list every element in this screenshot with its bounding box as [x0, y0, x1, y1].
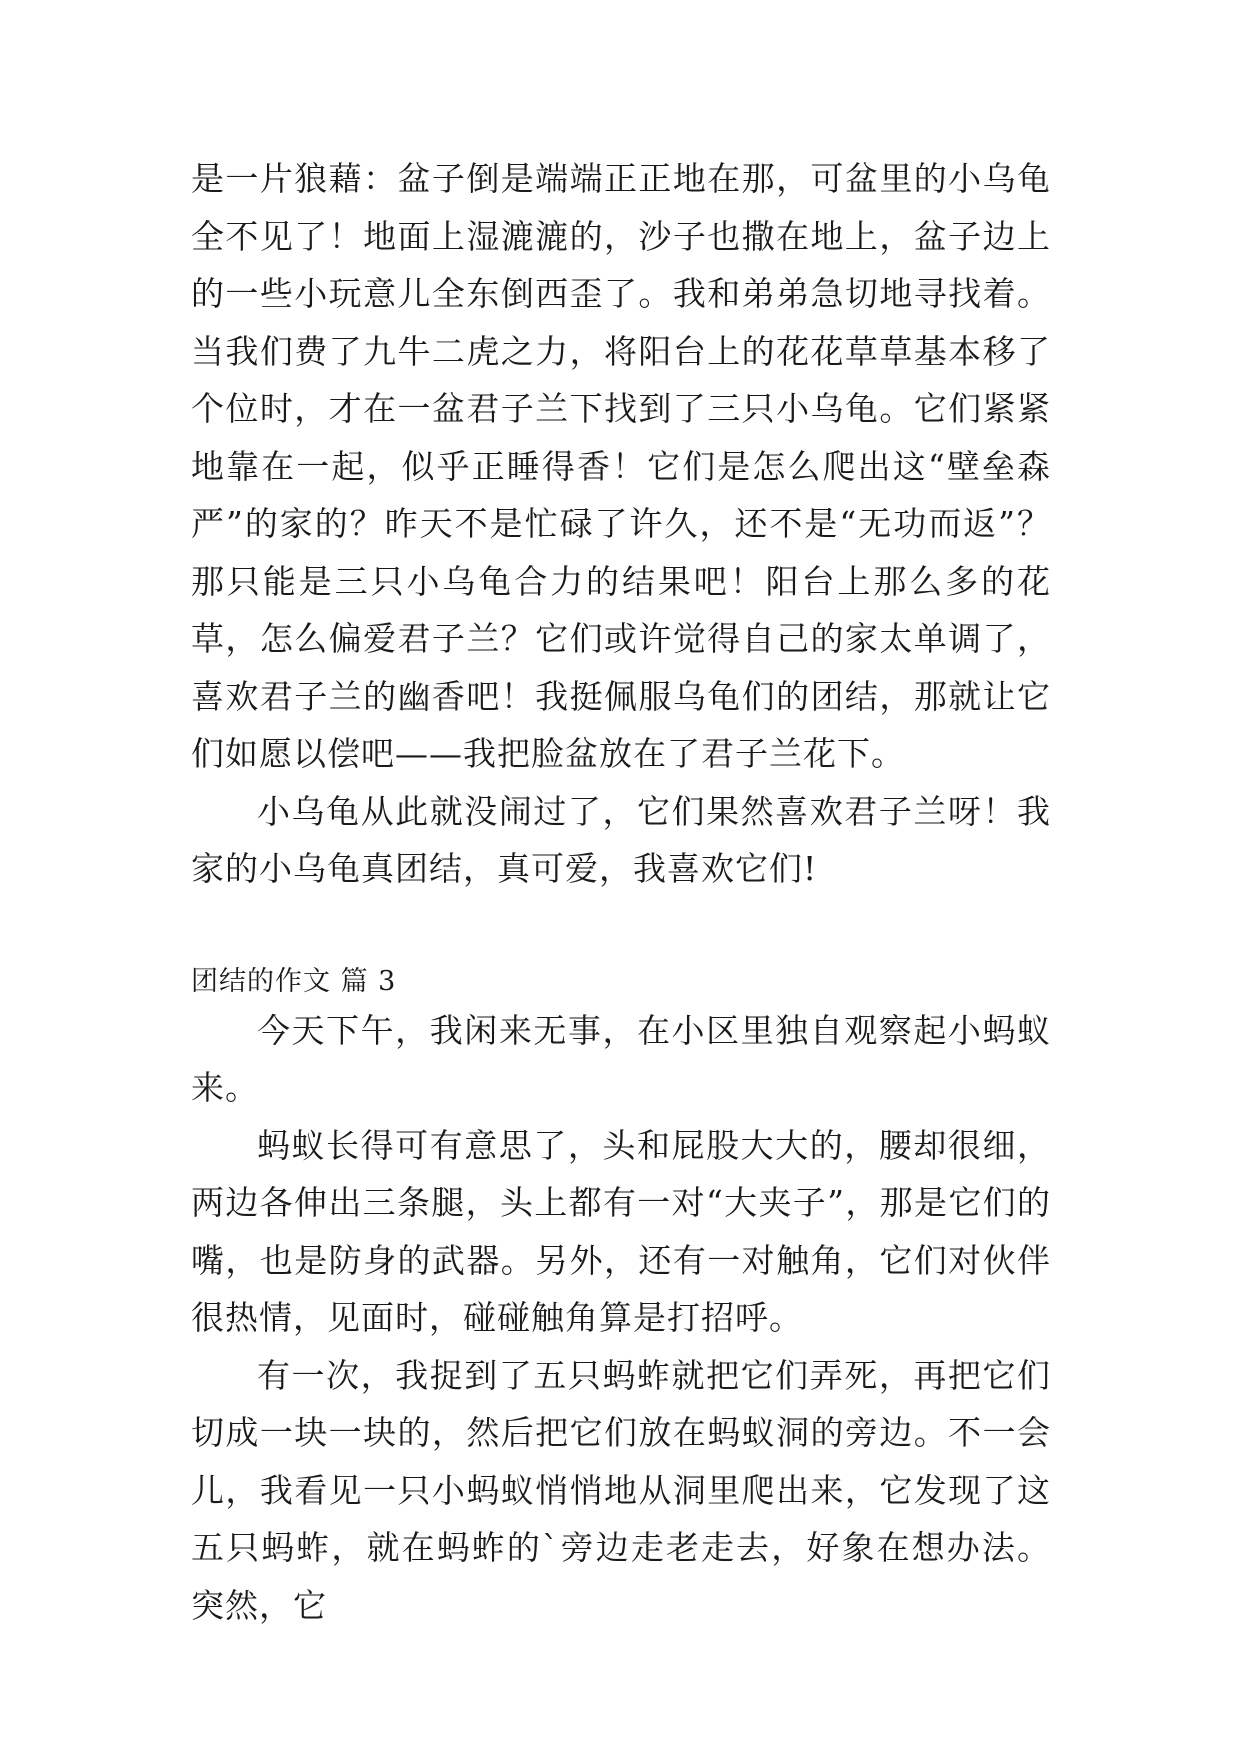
section-heading: 团结的作文 篇 3: [191, 965, 397, 997]
paragraph-intro: 今天下午，我闲来无事，在小区里独自观察起小蚂蚁来。: [191, 1010, 1051, 1107]
paragraph-grasshopper-story: 有一次，我捉到了五只蚂蚱就把它们弄死，再把它们切成一块一块的，然后把它们放在蚂蚁洞的旁边。不一会儿，我看见一只小蚂蚁悄悄地从洞里爬出来，它发现了这五只蚂蚱，就在蚂蚱的`旁边走老走去，好象在想办法。突然，它: [191, 1355, 1051, 1625]
paragraph-turtle-ending: 小乌龟从此就没闹过了，它们果然喜欢君子兰呀！我家的小乌龟真团结，真可爱，我喜欢它们!: [191, 791, 1051, 888]
document-page: [191, 150, 1051, 1634]
paragraph-continued: 是一片狼藉：盆子倒是端端正正地在那，可盆里的小乌龟全不见了！地面上湿漉漉的，沙子也撒在地上，盆子边上的一些小玩意儿全东倒西歪了。我和弟弟急切地寻找着。当我们费了九牛二虎之力，将阳台上的花花草草基本移了个位时，才在一盆君子兰下找到了三只小乌龟。它们紧紧地靠在一起，似乎正睡得香！它们是怎么爬出这“壁垒森严”的家的？昨天不是忙碌了许久，还不是“无功而返”？那只能是三只小乌龟合力的结果吧！阳台上那么多的花草，怎么偏爱君子兰？它们或许觉得自己的家太单调了，喜欢君子兰的幽香吧！我挺佩服乌龟们的团结，那就让它们如愿以偿吧——我把脸盆放在了君子兰花下。: [191, 159, 1051, 773]
section-gap: [191, 898, 1051, 962]
paragraph-ant-description: 蚂蚁长得可有意思了，头和屁股大大的，腰却很细，两边各伸出三条腿，头上都有一对“大夹子”，那是它们的嘴，也是防身的武器。另外，还有一对触角，它们对伙伴很热情，见面时，碰碰触角算是打招呼。: [191, 1125, 1051, 1337]
